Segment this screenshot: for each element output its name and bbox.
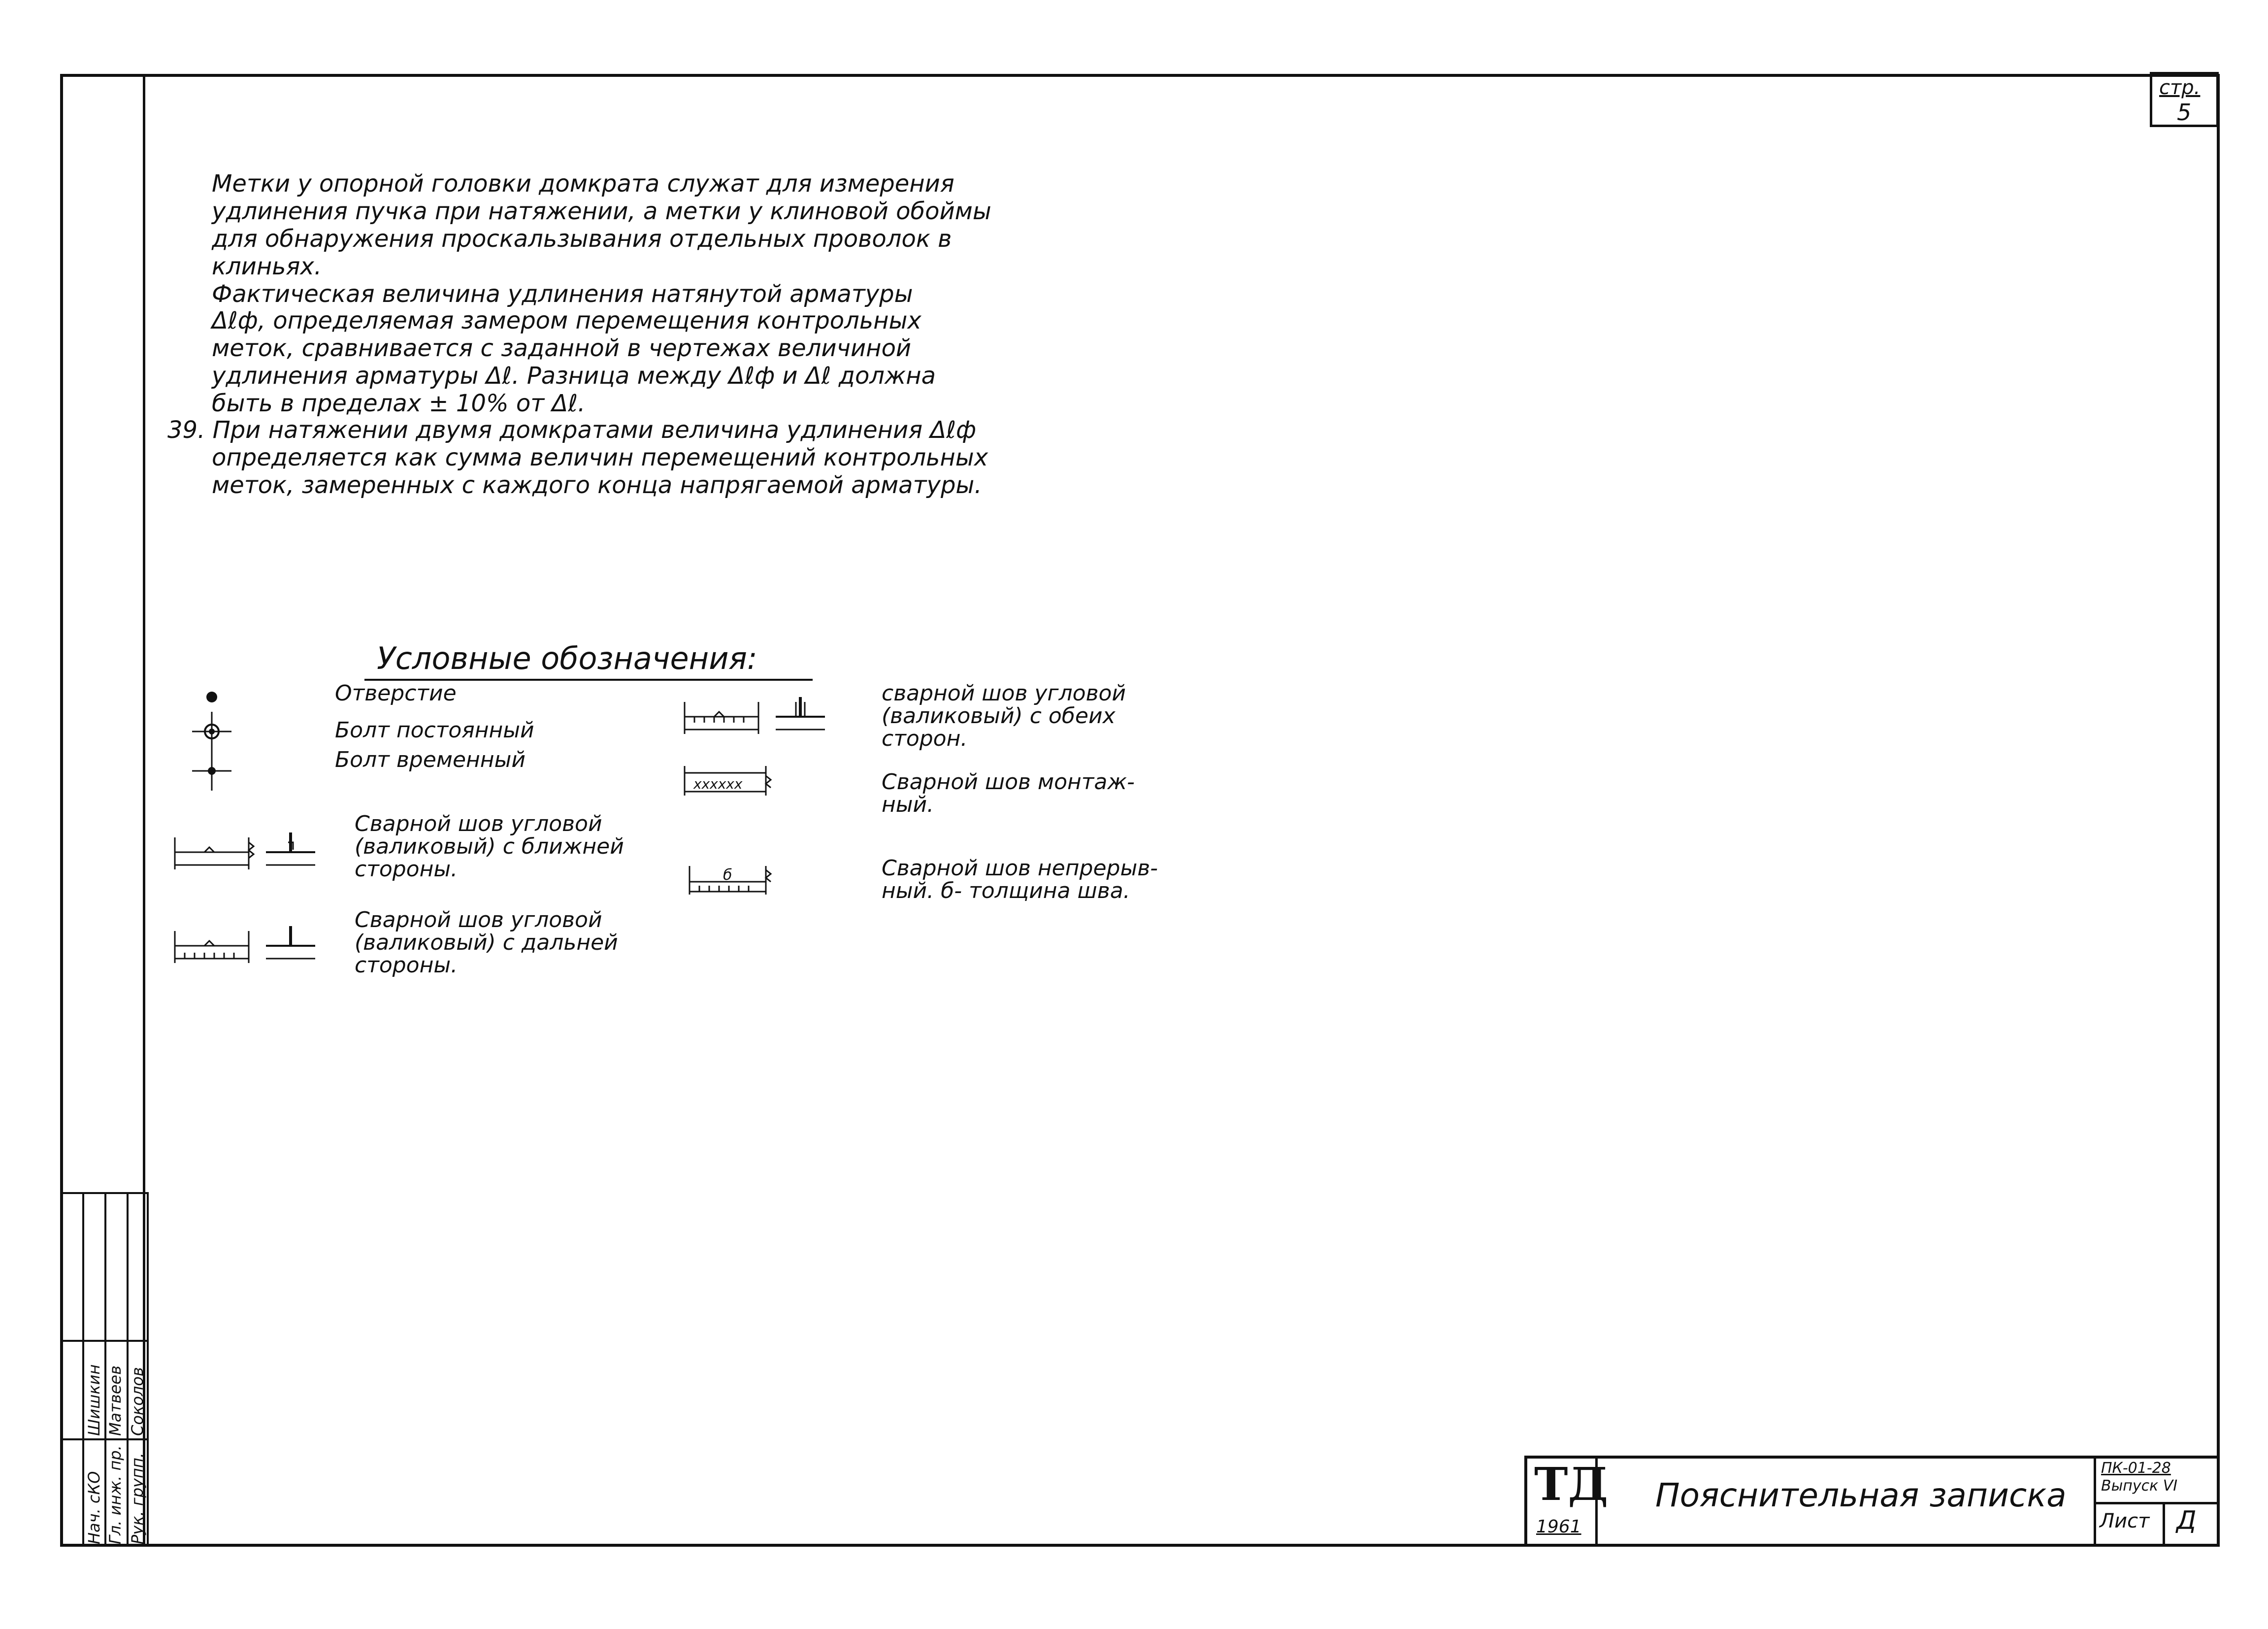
note-line: меток, сравнивается с заданной в чертежах величиной [212,334,912,362]
signature-name: Шишкин [85,1364,103,1436]
note-line: меток, замеренных с каждого конца напрягаемой арматуры. [212,471,982,499]
legend-weld-near-line: (валиковый) с ближней [355,834,624,859]
legend-hole-label: Отверстие [335,681,457,706]
title-block-year: 1961 [1536,1517,1581,1537]
temporary-bolt-symbol-icon [190,749,234,793]
signature-strip [60,1192,149,1547]
legend-weld-continuous-line: ный. б- толщина шва. [882,878,1130,903]
permanent-bolt-symbol-icon [190,709,234,754]
legend-weld-site-line: ный. [882,792,934,817]
legend-weld-continuous-line: Сварной шов непрерыв- [882,856,1158,881]
note-line: клиньях. [212,253,322,280]
weld-far-side-symbol-icon [170,916,328,970]
legend-weld-near-line: Сварной шов угловой [355,811,602,836]
legend-weld-far-line: стороны. [355,953,458,978]
signature-name: Матвеев [106,1365,125,1436]
page-number-box [2150,72,2219,127]
sheet-number: Д [2176,1506,2197,1535]
note-line: Фактическая величина удлинения натянутой арматуры [212,280,913,308]
organization-logo: ТД [1534,1458,1609,1511]
note-line: Δℓф, определяемая замером перемещения контрольных [212,307,921,334]
note-line: определяется как сумма величин перемещений контрольных [212,444,988,471]
site-weld-crosses: xxxxxx [693,776,743,792]
weld-thickness-mark: б [723,866,732,884]
weld-near-side-symbol-icon [170,823,328,877]
note-line: удлинения пучка при натяжении, а метки у клиновой обоймы [212,198,991,225]
legend-weld-both-line: сторон. [882,726,968,751]
legend-weld-both-line: сварной шов угловой [882,681,1126,706]
document-code-series: ПК-01-28 [2101,1460,2171,1477]
note-line: удлинения арматуры Δℓ. Разница между Δℓф и Δℓ должна [212,362,936,390]
title-block [1524,1456,2220,1547]
legend-weld-site-line: Сварной шов монтаж- [882,769,1135,795]
note-line: для обнаружения проскальзывания отдельных проволок в [212,225,952,253]
legend-weld-far-line: Сварной шов угловой [355,907,602,932]
page-number: 5 [2177,99,2192,126]
signature-role: Гл. инж. пр. [106,1445,125,1544]
note-line: быть в пределах ± 10% от Δℓ. [212,390,586,417]
continuous-weld-symbol-icon [685,857,783,901]
legend-temporary-bolt-label: Болт временный [335,747,526,772]
site-weld-symbol-icon [680,761,788,800]
weld-both-sides-symbol-icon [680,687,837,741]
document-code [2101,1460,2177,1495]
signature-role: Рук. групп. [128,1453,147,1544]
sheet-label: Лист [2100,1510,2150,1532]
legend-title: Условные обозначения: [377,640,757,676]
document-code-issue: Выпуск VI [2101,1477,2178,1495]
signature-name: Соколов [128,1367,147,1436]
legend-permanent-bolt-label: Болт постоянный [335,718,534,743]
legend-weld-near-line: стороны. [355,857,458,882]
document-title: Пояснительная записка [1655,1476,2067,1514]
page-label: стр. [2159,76,2201,99]
hole-symbol-icon [197,685,227,709]
signature-role: Нач. сКО [85,1471,103,1544]
note-line: Метки у опорной головки домкрата служат для измерения [212,170,954,198]
legend-weld-both-line: (валиковый) с обеих [882,703,1116,729]
note-line-item-39: 39. При натяжении двумя домкратами величина удлинения Δℓф [167,416,977,444]
legend-weld-far-line: (валиковый) с дальней [355,930,618,955]
